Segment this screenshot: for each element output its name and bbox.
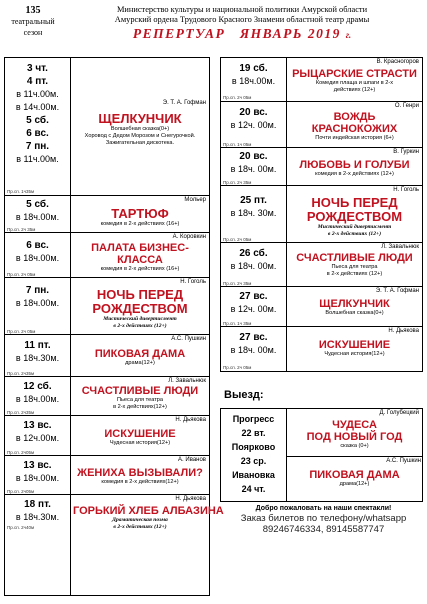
play-title: РОЖДЕСТВОМ — [306, 209, 403, 224]
date-label: 5 сб. — [26, 199, 49, 210]
date-cell — [221, 327, 287, 371]
play-genre: Мистический дивертисмент — [103, 316, 177, 322]
date-label: 24 чт. — [241, 484, 266, 494]
play-genre: драма(12+) — [125, 360, 155, 366]
play-genre: сказка (0+) — [340, 443, 369, 449]
month-label: ЯНВАРЬ 2019 — [239, 26, 341, 41]
schedule-entry — [5, 494, 224, 596]
date-cell — [5, 416, 71, 456]
date-label: 12 сб. — [23, 381, 52, 392]
play-genre: в 2-х действиях (12+) — [113, 323, 167, 329]
time-label: в 18ч.00м. — [15, 298, 60, 308]
play-author: А.С. Пушкин — [386, 458, 421, 464]
date-label: 3 чт. — [27, 63, 48, 74]
time-label: в 18ч.00м. — [15, 473, 60, 483]
play-author: Э. Т. А. Гофман — [375, 288, 419, 294]
play-title: ЧУДЕСА — [332, 419, 377, 431]
duration-label: Пр.сп. 2ч05м — [7, 489, 35, 494]
play-genre: в 2-х действиях (12+) — [326, 271, 383, 277]
duration-label: Пр.сп. 2ч 35м — [7, 227, 36, 232]
date-label: 26 сб. — [239, 248, 268, 259]
play-genre: комедия в 2-х действиях(12+) — [101, 479, 179, 485]
play-title: ПИКОВАЯ ДАМА — [94, 348, 186, 360]
schedule-entry — [221, 286, 422, 327]
play-info — [289, 102, 420, 148]
play-genre: комедия в 2-х действиях (16+) — [100, 266, 180, 272]
play-author: Л. Завальнюк — [168, 378, 206, 384]
play-genre: Пьеса для театра — [331, 264, 378, 270]
play-info — [73, 377, 207, 416]
schedule-entry — [221, 242, 422, 287]
schedule-entry — [221, 147, 422, 186]
date-label: 25 пт. — [240, 195, 267, 206]
play-info — [289, 287, 420, 327]
play-genre: Почти индейская история (6+) — [315, 135, 394, 141]
schedule-entry — [5, 334, 209, 377]
play-author: Н. Дьякова — [388, 328, 419, 334]
date-label: 5 сб. — [26, 115, 49, 126]
play-genre: Волшебная сказка(0+) — [110, 126, 170, 132]
play-info — [287, 456, 422, 501]
duration-label: Пр.сп. 2ч 05м — [223, 237, 252, 242]
date-label: 27 вс. — [239, 332, 268, 343]
duration-label: Пр.сп. 2ч35м — [7, 410, 35, 415]
schedule-entry — [221, 58, 422, 101]
play-title: НОЧЬ ПЕРЕД — [311, 195, 398, 210]
date-cell — [5, 278, 71, 335]
play-genre: Пьеса для театра — [116, 397, 163, 403]
date-cell — [221, 287, 287, 327]
play-genre: Чудесная история(12+) — [109, 440, 171, 446]
play-info — [73, 58, 207, 195]
play-author: Л. Завальнюк — [381, 244, 419, 250]
away-label: Выезд: — [224, 389, 264, 401]
play-genre: Зажигательная дискотека. — [105, 140, 175, 146]
play-genre: в 2-х действиях(12+) — [113, 404, 167, 410]
play-info — [73, 416, 207, 456]
duration-label: Пр.сп. 2ч35м — [7, 371, 35, 376]
play-genre: комедия в 2-х действиях (12+) — [315, 171, 394, 177]
play-info — [289, 58, 420, 101]
play-title: КРАСНОКОЖИХ — [311, 123, 398, 135]
play-info — [289, 186, 420, 243]
footer — [224, 504, 423, 535]
time-label: в 14ч.00м. — [15, 102, 60, 112]
date-cell — [221, 243, 287, 287]
play-title: ИСКУШЕНИЕ — [104, 428, 176, 440]
schedule-entry — [5, 455, 209, 495]
date-label: 27 вс. — [239, 291, 268, 302]
date-label: 13 вс. — [23, 460, 52, 471]
repertoire-label: РЕПЕРТУАР — [132, 26, 226, 41]
play-title: ЩЕЛКУНЧИК — [98, 111, 182, 126]
time-label: в 18ч. 00м. — [230, 261, 277, 271]
date-cell — [221, 148, 287, 186]
play-genre: Мистический дивертисмент — [317, 224, 392, 230]
date-cell — [5, 58, 71, 195]
place-label: Ивановка — [232, 470, 275, 480]
time-label: в 11ч.00м. — [16, 89, 59, 99]
season-number: 135 — [25, 5, 41, 16]
phone-numbers[interactable]: 89246746334, 89145587747 — [262, 524, 385, 535]
play-info — [289, 243, 420, 287]
time-label: в 18ч.00м. — [15, 212, 60, 222]
place-label: Поярково — [231, 442, 276, 452]
date-label: 18 пт. — [24, 499, 51, 510]
schedule-entry — [5, 232, 209, 278]
time-label: в 18ч.00м. — [231, 76, 276, 86]
duration-label: Пр.сп. 2ч05м — [7, 450, 35, 455]
schedule-entry — [5, 376, 209, 416]
play-genre: комедия в 2-х действиях (16+) — [100, 221, 180, 227]
date-label: 6 вс. — [26, 128, 49, 139]
date-label: 22 вт. — [241, 428, 266, 438]
time-label: в 18ч. 00м. — [230, 345, 277, 355]
time-label: в 12ч. 00м. — [230, 120, 277, 130]
duration-label: Пр.сп. 2ч 35м — [223, 180, 252, 185]
date-cell — [5, 377, 71, 416]
date-label: 13 вс. — [23, 420, 52, 431]
date-cell — [5, 495, 71, 596]
season-label-2: сезон — [23, 28, 43, 37]
schedule-right-column — [220, 57, 423, 372]
play-author: Н. Дьякова — [175, 496, 206, 502]
play-title: ПАЛАТА БИЗНЕС- — [91, 242, 189, 254]
duration-label: Пр.сп. 2ч 05м — [223, 95, 252, 100]
play-info — [289, 327, 420, 371]
schedule-entry — [5, 277, 209, 335]
play-genre: Комедия плаща и шпаги в 2-х — [315, 80, 394, 86]
play-author: Н. Дьякова — [175, 417, 206, 423]
play-genre: Чудесная история(12+) — [324, 351, 385, 357]
season-label: театральный — [11, 17, 55, 26]
play-author: В. Красногоров — [376, 59, 419, 65]
duration-label: Пр.сп. 1ч 05м — [223, 142, 252, 147]
time-label: в 18ч.00м. — [15, 394, 60, 404]
date-label: 23 ср. — [240, 456, 267, 466]
theatre-line: Амурский ордена Трудового Красного Знамени областной театр драмы — [114, 15, 370, 24]
play-info — [73, 495, 224, 596]
place-label: Прогресс — [232, 414, 275, 424]
duration-label: Пр.сп. 2ч 05м — [7, 272, 36, 277]
date-cell — [221, 102, 287, 148]
play-title: СЧАСТЛИВЫЕ ЛЮДИ — [296, 252, 413, 264]
date-label: 11 пт. — [24, 340, 51, 351]
play-genre: Драматическая поэма — [112, 517, 168, 523]
schedule-left-column — [4, 57, 224, 596]
play-author: А.С. Пушкин — [171, 336, 206, 342]
play-info — [73, 233, 207, 278]
time-label: в 18ч.00м. — [15, 253, 60, 263]
duration-label: Пр.сп. 1ч 35м — [223, 321, 252, 326]
play-author: Э. Т. А. Гофман — [162, 100, 206, 106]
play-author: Н. Гоголь — [180, 279, 206, 285]
date-cell — [5, 233, 71, 278]
play-info — [73, 278, 207, 335]
duration-label: Пр.сп. 2ч40м — [7, 525, 35, 530]
order-text: Заказ билетов по телефону/whatsapp — [240, 513, 407, 524]
schedule-entry — [5, 195, 209, 233]
play-genre: в 2-х действиях (12+) — [113, 524, 167, 530]
play-genre: драма(12+) — [339, 481, 370, 487]
date-cell — [221, 186, 287, 243]
time-label: в 18ч.30м. — [15, 512, 60, 522]
play-author: А. Иванов — [178, 457, 206, 463]
play-title: ТАРТЮФ — [111, 206, 169, 221]
away-places — [221, 409, 287, 501]
time-label: в 18ч. 00м. — [230, 164, 277, 174]
date-label: 4 пт. — [26, 76, 49, 87]
play-author: О. Генри — [394, 103, 419, 109]
play-info — [73, 456, 207, 495]
play-info — [289, 409, 420, 456]
play-title: РОЖДЕСТВОМ — [92, 301, 188, 316]
year-suffix: г. — [345, 30, 352, 40]
date-label: 19 сб. — [239, 63, 268, 74]
date-cell — [5, 335, 71, 377]
duration-label: Пр.сп. 2ч 05м — [223, 365, 252, 370]
play-title: ГОРЬКИЙ ХЛЕБ АЛБАЗИНА — [73, 505, 224, 517]
date-cell — [5, 456, 71, 495]
play-author: Д. Голубецкий — [379, 410, 419, 416]
time-label: в 18ч.30м. — [15, 353, 60, 363]
schedule-entry — [5, 58, 209, 195]
date-cell — [221, 58, 287, 101]
time-label: в 12ч.00м. — [15, 433, 60, 443]
play-genre: Волшебная сказка(0+) — [325, 310, 384, 316]
repertoire-banner — [62, 26, 422, 43]
ministry-line: Министерство культуры и национальной политики Амурской области — [116, 5, 368, 14]
play-info — [73, 335, 207, 377]
schedule-entry — [5, 415, 209, 456]
play-info — [73, 196, 207, 233]
play-genre: в 2-х действиях (12+) — [327, 231, 382, 237]
duration-label: Пр.сп. 2ч 35м — [223, 281, 252, 286]
season-block — [8, 5, 58, 38]
play-genre: Хоровод с Дедом Морозом и Снегурочкой. — [84, 133, 196, 139]
away-block — [220, 408, 423, 502]
play-title: ЩЕЛКУНЧИК — [319, 298, 390, 310]
schedule-entry — [221, 101, 422, 148]
date-label: 7 пн. — [25, 285, 50, 296]
play-author: Мольер — [184, 197, 206, 203]
play-author: Н. Гоголь — [393, 187, 419, 193]
play-title: ВОЖДЬ — [333, 111, 376, 123]
play-title: ПОД НОВЫЙ ГОД — [306, 431, 403, 443]
play-author: В. Гуркин — [393, 149, 419, 155]
time-label: в 11ч.00м. — [16, 154, 59, 164]
date-label: 20 вс. — [239, 151, 268, 162]
time-label: в 12ч. 00м. — [230, 304, 277, 314]
play-title: ПИКОВАЯ ДАМА — [309, 469, 400, 481]
date-label: 7 пн. — [25, 141, 50, 152]
time-label: в 18ч. 30м. — [230, 208, 277, 218]
play-title: ЖЕНИХА ВЫЗЫВАЛИ? — [77, 467, 203, 479]
play-title: РЫЦАРСКИЕ СТРАСТИ — [292, 68, 417, 80]
duration-label: Пр.сп. 2ч 05м — [7, 329, 36, 334]
play-title: ЛЮБОВЬ И ГОЛУБИ — [299, 159, 410, 171]
date-label: 6 вс. — [26, 240, 49, 251]
duration-label: Пр.сп. 1ч35м — [7, 189, 35, 194]
play-author: А. Коровкин — [172, 234, 206, 240]
play-title: СЧАСТЛИВЫЕ ЛЮДИ — [81, 385, 199, 397]
schedule-entry — [221, 185, 422, 243]
play-info — [289, 148, 420, 186]
header-titles — [62, 5, 422, 25]
date-label: 20 вс. — [239, 107, 268, 118]
date-cell — [5, 196, 71, 233]
schedule-entry — [221, 326, 422, 371]
welcome-text: Добро пожаловать на наши спектакли! — [255, 505, 392, 512]
play-title: КЛАССА — [117, 254, 163, 266]
play-genre: действиях (12+) — [333, 87, 376, 93]
play-title: ИСКУШЕНИЕ — [318, 339, 391, 351]
play-title: НОЧЬ ПЕРЕД — [96, 287, 184, 302]
